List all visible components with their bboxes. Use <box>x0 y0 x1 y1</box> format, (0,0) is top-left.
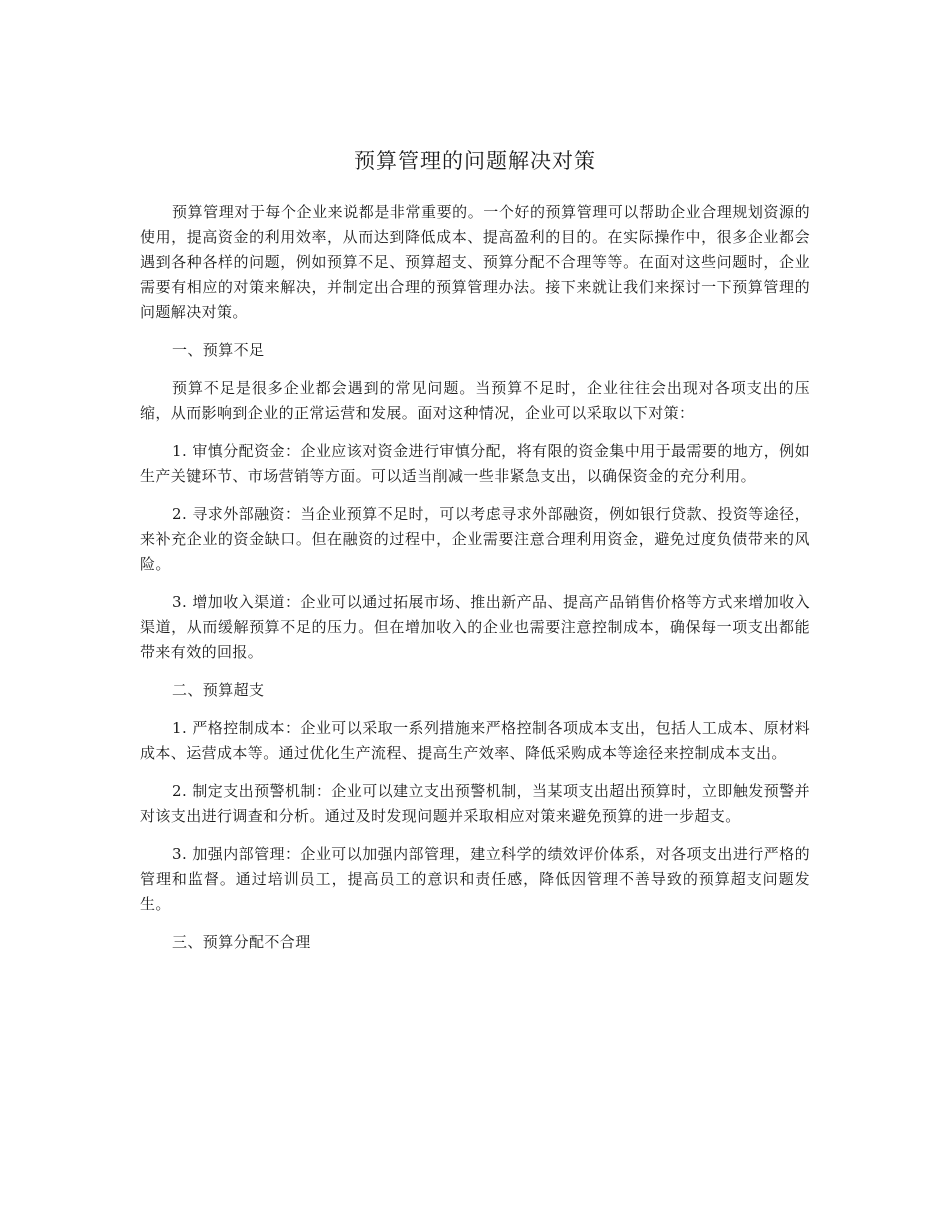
section1-intro-paragraph: 预算不足是很多企业都会遇到的常见问题。当预算不足时，企业往往会出现对各项支出的压缩，从而影响到企业的正常运营和发展。面对这种情况，企业可以采取以下对策： <box>140 379 810 422</box>
intro-paragraph: 预算管理对于每个企业来说都是非常重要的。一个好的预算管理可以帮助企业合理规划资源的使用，提高资金的利用效率，从而达到降低成本、提高盈利的目的。在实际操作中，很多企业都会遇到各种各样的问题，例如预算不足、预算超支、预算分配不合理等等。在面对这些问题时，企业需要有相应的对策来解决，并制定出合理的预算管理办法。接下来就让我们来探讨一下预算管理的问题解决对策。 <box>140 203 810 321</box>
document-title: 预算管理的问题解决对策 <box>354 149 596 173</box>
section-heading-budget-overrun: 二、预算超支 <box>172 681 265 699</box>
section2-item-2: 2. 制定支出预警机制：企业可以建立支出预警机制，当某项支出超出预算时，立即触发预警并对该支出进行调查和分析。通过及时发现问题并采取相应对策来避免预算的进一步超支。 <box>140 782 810 825</box>
section-heading-budget-shortage: 一、预算不足 <box>172 341 265 359</box>
section1-item-2: 2. 寻求外部融资：当企业预算不足时，可以考虑寻求外部融资，例如银行贷款、投资等途径，来补充企业的资金缺口。但在融资的过程中，企业需要注意合理利用资金，避免过度负债带来的风险。 <box>140 505 810 573</box>
section2-item-3: 3. 加强内部管理：企业可以加强内部管理，建立科学的绩效评价体系，对各项支出进行严格的管理和监督。通过培训员工，提高员工的意识和责任感，降低因管理不善导致的预算超支问题发生。 <box>140 845 810 913</box>
section2-item-1: 1. 严格控制成本：企业可以采取一系列措施来严格控制各项成本支出，包括人工成本、原材料成本、运营成本等。通过优化生产流程、提高生产效率、降低采购成本等途径来控制成本支出。 <box>140 719 810 762</box>
section1-item-3: 3. 增加收入渠道：企业可以通过拓展市场、推出新产品、提高产品销售价格等方式来增加收入渠道，从而缓解预算不足的压力。但在增加收入的企业也需要注意控制成本，确保每一项支出都能带来有效的回报。 <box>140 593 810 661</box>
document-body <box>140 200 810 968</box>
section-heading-unreasonable-allocation: 三、预算分配不合理 <box>172 933 311 951</box>
section1-item-1: 1. 审慎分配资金：企业应该对资金进行审慎分配，将有限的资金集中用于最需要的地方，例如生产关键环节、市场营销等方面。可以适当削减一些非紧急支出，以确保资金的充分利用。 <box>140 442 810 485</box>
